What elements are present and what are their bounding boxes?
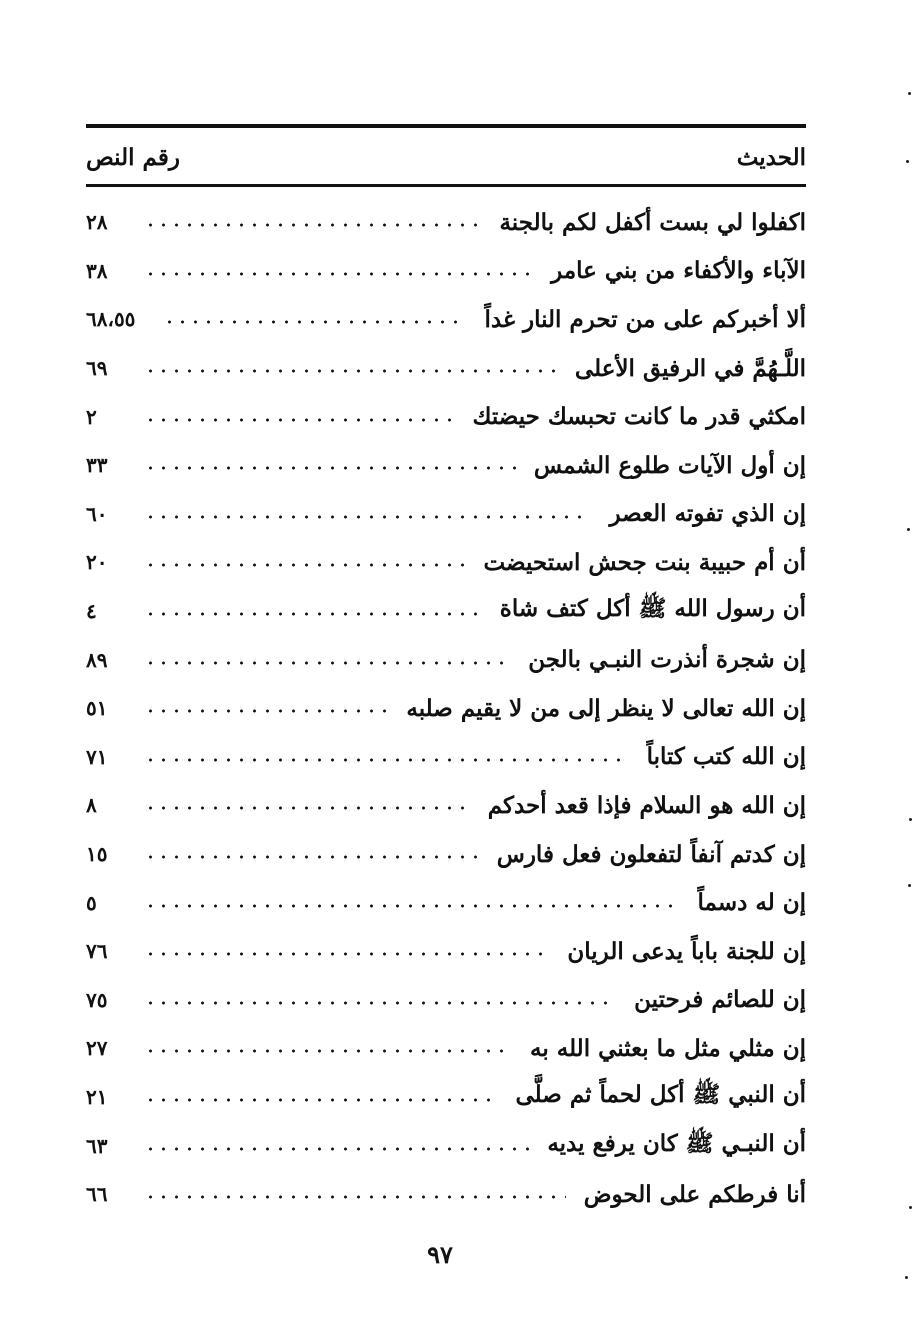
leader-dots	[144, 1048, 512, 1054]
hadith-text: اللَّـهُمَّ في الرفيق الأعلى	[574, 354, 806, 382]
text-number: ٧٦	[86, 939, 108, 964]
hadith-text: أنا فرطكم على الحوض	[583, 1180, 806, 1208]
hadith-text: إن كدتم آنفاً لتفعلون فعل فارس	[496, 840, 806, 868]
text-number: ٦٣	[86, 1133, 108, 1158]
text-number: ٥	[86, 890, 97, 915]
leader-dots	[144, 757, 629, 763]
text-number: ٢	[86, 404, 97, 429]
scan-speck	[909, 818, 912, 821]
list-item	[86, 1121, 806, 1170]
list-item	[86, 830, 806, 879]
list-item	[86, 878, 806, 927]
hadith-text: إن أول الآيات طلوع الشمس	[533, 451, 806, 479]
hadith-text: إن الله تعالى لا ينظر إلى من لا يقيم صلبه	[406, 694, 806, 722]
text-number: ٦٩	[86, 356, 108, 381]
text-number: ٦٨،٥٥	[86, 307, 136, 332]
hadith-text: أن رسول الله ﷺ أكل كتف شاة	[499, 595, 806, 623]
header-hadith-label: الحديث	[736, 143, 806, 171]
text-number: ٢٨	[86, 210, 108, 235]
list-item	[86, 733, 806, 782]
leader-dots	[144, 805, 470, 811]
list-item	[86, 441, 806, 490]
list-item	[86, 927, 806, 976]
text-number: ٨	[86, 793, 97, 818]
list-item	[86, 392, 806, 441]
list-item	[86, 344, 806, 393]
scan-speck	[908, 92, 911, 95]
scan-speck	[905, 1276, 908, 1279]
hadith-text: ألا أخبركم على من تحرم النار غداً	[484, 305, 806, 333]
scan-speck	[907, 528, 910, 531]
leader-dots	[144, 417, 454, 423]
hadith-text: امكثي قدر ما كانت تحبسك حيضتك	[472, 403, 806, 431]
leader-dots	[144, 368, 557, 374]
leader-dots	[144, 660, 510, 666]
text-number: ٧١	[86, 744, 108, 769]
leader-dots	[144, 611, 482, 617]
leader-dots	[144, 708, 388, 714]
table-header	[86, 136, 806, 178]
hadith-text: اكفلوا لي بست أكفل لكم بالجنة	[499, 208, 806, 236]
leader-dots	[163, 319, 466, 325]
text-number: ٦٦	[86, 1182, 108, 1207]
text-number: ٤	[86, 599, 97, 624]
scan-speck	[908, 884, 911, 887]
text-number: ٣٣	[86, 453, 108, 478]
hadith-text: أن النبـي ﷺ كان يرفع يديه	[547, 1129, 806, 1157]
leader-dots	[144, 514, 591, 520]
page-number: ٩٧	[427, 1240, 453, 1269]
list-item	[86, 976, 806, 1025]
list-item	[86, 781, 806, 830]
hadith-index-list	[86, 198, 806, 1218]
hadith-text: إن للصائم فرحتين	[634, 986, 806, 1014]
list-item	[86, 490, 806, 539]
leader-dots	[144, 465, 516, 471]
text-number: ٨٩	[86, 647, 108, 672]
leader-dots	[144, 903, 680, 909]
text-number: ٢٠	[86, 550, 108, 575]
hadith-text: إن شجرة أنذرت النبـي بالجن	[528, 646, 806, 674]
list-item	[86, 635, 806, 684]
list-item	[86, 295, 806, 344]
text-number: ٣٨	[86, 258, 108, 283]
leader-dots	[144, 222, 481, 228]
leader-dots	[144, 1194, 566, 1200]
header-text-number-label: رقم النص	[86, 143, 180, 171]
list-item	[86, 1024, 806, 1073]
list-item	[86, 198, 806, 247]
list-item	[86, 684, 806, 733]
hadith-text: إن للجنة باباً يدعى الريان	[567, 937, 806, 965]
header-bottom-rule	[86, 184, 806, 187]
text-number: ٢١	[86, 1084, 108, 1109]
list-item	[86, 1073, 806, 1122]
list-item	[86, 1170, 806, 1219]
list-item	[86, 538, 806, 587]
text-number: ٦٠	[86, 501, 108, 526]
scan-speck	[909, 1206, 912, 1209]
text-number: ٢٧	[86, 1036, 108, 1061]
leader-dots	[144, 1146, 529, 1152]
leader-dots	[144, 562, 465, 568]
hadith-text: إن الله كتب كتاباً	[646, 743, 806, 771]
leader-dots	[144, 271, 533, 277]
list-item	[86, 587, 806, 636]
text-number: ٧٥	[86, 987, 108, 1012]
hadith-text: إن الذي تفوته العصر	[609, 500, 806, 528]
scan-speck	[906, 160, 909, 163]
text-number: ٥١	[86, 696, 108, 721]
leader-dots	[144, 1097, 498, 1103]
leader-dots	[144, 1000, 616, 1006]
leader-dots	[144, 951, 549, 957]
hadith-text: الآباء والأكفاء من بني عامر	[551, 257, 806, 285]
hadith-text: إن مثلي مثل ما بعثني الله به	[530, 1034, 806, 1062]
header-top-rule	[86, 124, 806, 128]
hadith-text: أن أم حبيبة بنت جحش استحيضت	[483, 548, 806, 576]
hadith-text: إن له دسماً	[697, 889, 806, 917]
leader-dots	[144, 854, 479, 860]
list-item	[86, 247, 806, 296]
text-number: ١٥	[86, 842, 108, 867]
hadith-text: أن النبي ﷺ أكل لحماً ثم صلَّى	[515, 1080, 806, 1108]
hadith-text: إن الله هو السلام فإذا قعد أحدكم	[487, 791, 806, 819]
